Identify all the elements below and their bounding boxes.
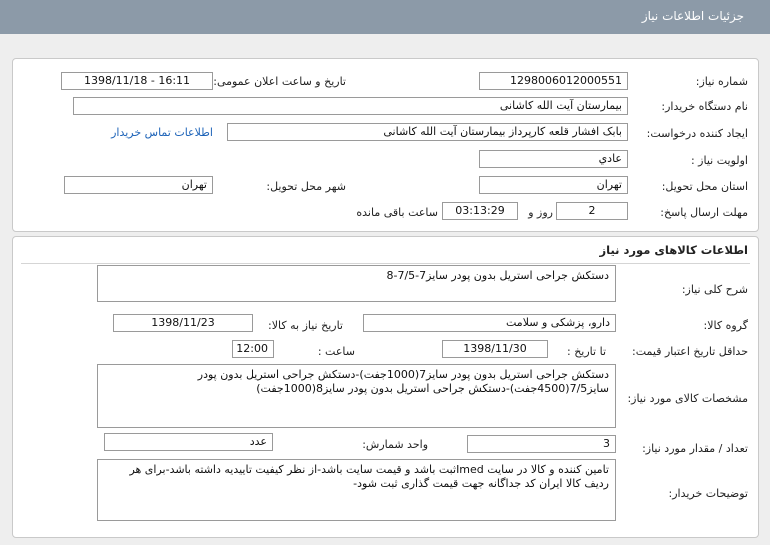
goods-specs-label: مشخصات کالای مورد نیاز: <box>627 392 748 405</box>
need-number-field: 1298006012000551 <box>479 72 628 90</box>
deadline-label: مهلت ارسال پاسخ: <box>660 206 748 219</box>
requester-field: بابک افشار قلعه کارپرداز بیمارستان آیت الله کاشانی <box>227 123 628 141</box>
delivery-province-field: تهران <box>479 176 628 194</box>
need-details-panel <box>12 58 759 232</box>
general-description-field: دستکش جراحی استریل بدون پودر سایز7-7/5-8 <box>97 265 616 302</box>
quantity-field: 3 <box>467 435 616 453</box>
announce-datetime-field: 1398/11/18 - 16:11 <box>61 72 213 90</box>
general-description-label: شرح کلی نیاز: <box>681 283 748 296</box>
page-title: جزئیات اطلاعات نیاز <box>641 9 744 23</box>
goods-specs-field: دستکش جراحی استریل بدون پودر سایز7(1000جفت)-دستکش جراحی استریل بدون پودر سایز7/5(4500جفت)-دستکش جراحی استریل بدون پودر سایز8(1000جفت) <box>97 364 616 428</box>
until-date-label: تا تاریخ : <box>567 345 606 358</box>
unit-field: عدد <box>104 433 273 451</box>
buyer-contact-link[interactable]: اطلاعات تماس خریدار <box>111 126 213 139</box>
days-and-label: روز و <box>528 206 553 219</box>
delivery-city-field: تهران <box>64 176 213 194</box>
goods-group-label: گروه کالا: <box>703 319 748 332</box>
price-validity-date-field: 1398/11/30 <box>442 340 548 358</box>
time-remaining-label: ساعت باقی مانده <box>356 206 438 219</box>
validity-time-label: ساعت : <box>317 345 355 358</box>
time-remaining-field: 03:13:29 <box>442 202 518 220</box>
delivery-province-label: استان محل تحویل: <box>661 180 748 193</box>
goods-group-field: دارو، پزشکی و سلامت <box>363 314 616 332</box>
buyer-notes-label: توضیحات خریدار: <box>668 487 748 500</box>
buyer-notes-field: تامین کننده و کالا در سایت Imedثبت باشد و قیمت سایت باشد-از نظر کیفیت تاییدیه داشته باشد-برای هر ردیف کالا ایران کد جداگانه جهت قیمت گذاری ثبت شود- <box>97 459 616 521</box>
priority-field: عادي <box>479 150 628 168</box>
need-number-label: شماره نیاز: <box>695 75 748 88</box>
priority-label: اولویت نیاز : <box>690 154 748 167</box>
need-date-field: 1398/11/23 <box>113 314 253 332</box>
goods-section-title: اطلاعات کالاهای مورد نیاز <box>599 243 748 257</box>
delivery-city-label: شهر محل تحویل: <box>266 180 346 193</box>
section-divider <box>21 263 750 264</box>
validity-time-field: 12:00 <box>232 340 274 358</box>
unit-label: واحد شمارش: <box>362 438 428 451</box>
need-date-label: تاریخ نیاز به کالا: <box>268 319 343 332</box>
announce-datetime-label: تاریخ و ساعت اعلان عمومی: <box>213 75 346 88</box>
days-field: 2 <box>556 202 628 220</box>
buyer-org-label: نام دستگاه خریدار: <box>661 100 748 113</box>
page-header <box>0 0 770 34</box>
price-validity-label: حداقل تاریخ اعتبار قیمت: <box>632 345 748 358</box>
quantity-label: تعداد / مقدار مورد نیاز: <box>642 442 748 455</box>
goods-info-panel <box>12 236 759 538</box>
buyer-org-field: بیمارستان آیت الله کاشانی <box>73 97 628 115</box>
requester-label: ایجاد کننده درخواست: <box>646 127 748 140</box>
